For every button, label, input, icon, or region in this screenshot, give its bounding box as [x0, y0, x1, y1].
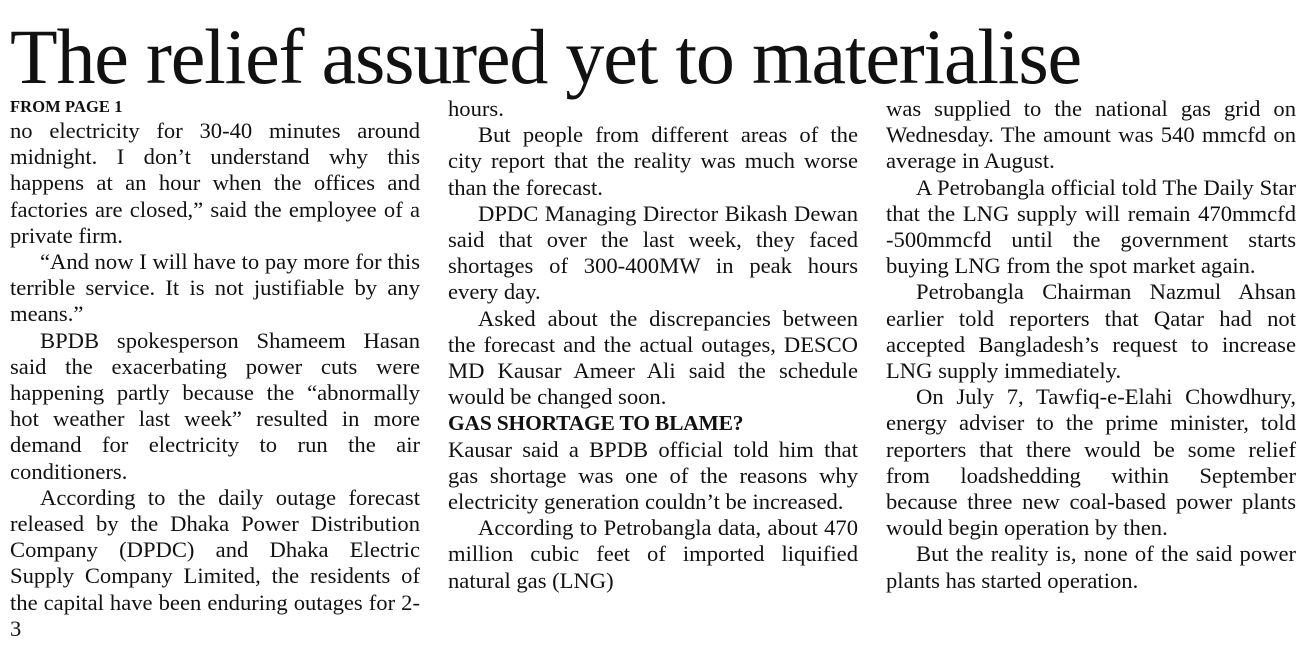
paragraph: Kausar said a BPDB official told him that gas shortage was one of the reasons why electricity generation couldn’t be increased. — [448, 436, 858, 515]
paragraph: A Petrobangla official told The Daily Star that the LNG supply will remain 470mmcfd -500mmcfd until the government starts buying LNG from the spot market again. — [886, 174, 1296, 279]
paragraph: Petrobangla Chairman Nazmul Ahsan earlier told reporters that Qatar had not accepted Bangladesh’s request to increase LNG supply immediately. — [886, 279, 1296, 384]
paragraph: “And now I will have to pay more for this terrible service. It is not justifiable by any means.” — [10, 249, 420, 327]
column-1 — [10, 96, 420, 642]
paragraph: But the reality is, none of the said power plants has started operation. — [886, 541, 1296, 593]
paragraph: no electricity for 30-40 minutes around midnight. I don’t understand why this happens at an hour when the offices and factories are closed,” said the employee of a private firm. — [10, 118, 420, 248]
paragraph: was supplied to the national gas grid on Wednesday. The amount was 540 mmcfd on average in August. — [886, 96, 1296, 174]
subheading: GAS SHORTAGE TO BLAME? — [448, 411, 744, 436]
column-2 — [448, 96, 858, 594]
paragraph: But people from different areas of the city report that the reality was much worse than the forecast. — [448, 122, 858, 200]
kicker-from-page-1: FROM PAGE 1 — [10, 97, 123, 116]
headline: The relief assured yet to materialise — [10, 13, 1081, 100]
column-3 — [886, 96, 1296, 594]
paragraph: According to the daily outage forecast released by the Dhaka Power Distribution Company (DPDC) and Dhaka Electric Supply Company Limited, the residents of the capital have been enduring outages for 2-3 — [10, 484, 420, 641]
paragraph: BPDB spokesperson Shameem Hasan said the exacerbating power cuts were happening partly because the “abnormally hot weather last week” resulted in more demand for electricity to run the air conditioners. — [10, 327, 420, 484]
paragraph: DPDC Managing Director Bikash Dewan said that over the last week, they faced shortages of 300-400MW in peak hours every day. — [448, 200, 858, 305]
paragraph: According to Petrobangla data, about 470 million cubic feet of imported liquified natural gas (LNG) — [448, 515, 858, 593]
paragraph: Asked about the discrepancies between the forecast and the actual outages, DESCO MD Kausar Ameer Ali said the schedule would be changed soon. — [448, 305, 858, 410]
paragraph: hours. — [448, 96, 504, 121]
paragraph: On July 7, Tawfiq-e-Elahi Chowdhury, energy adviser to the prime minister, told reporters that there would be some relief from loadshedding within September because three new coal-based power plants would begin operation by then. — [886, 384, 1296, 541]
